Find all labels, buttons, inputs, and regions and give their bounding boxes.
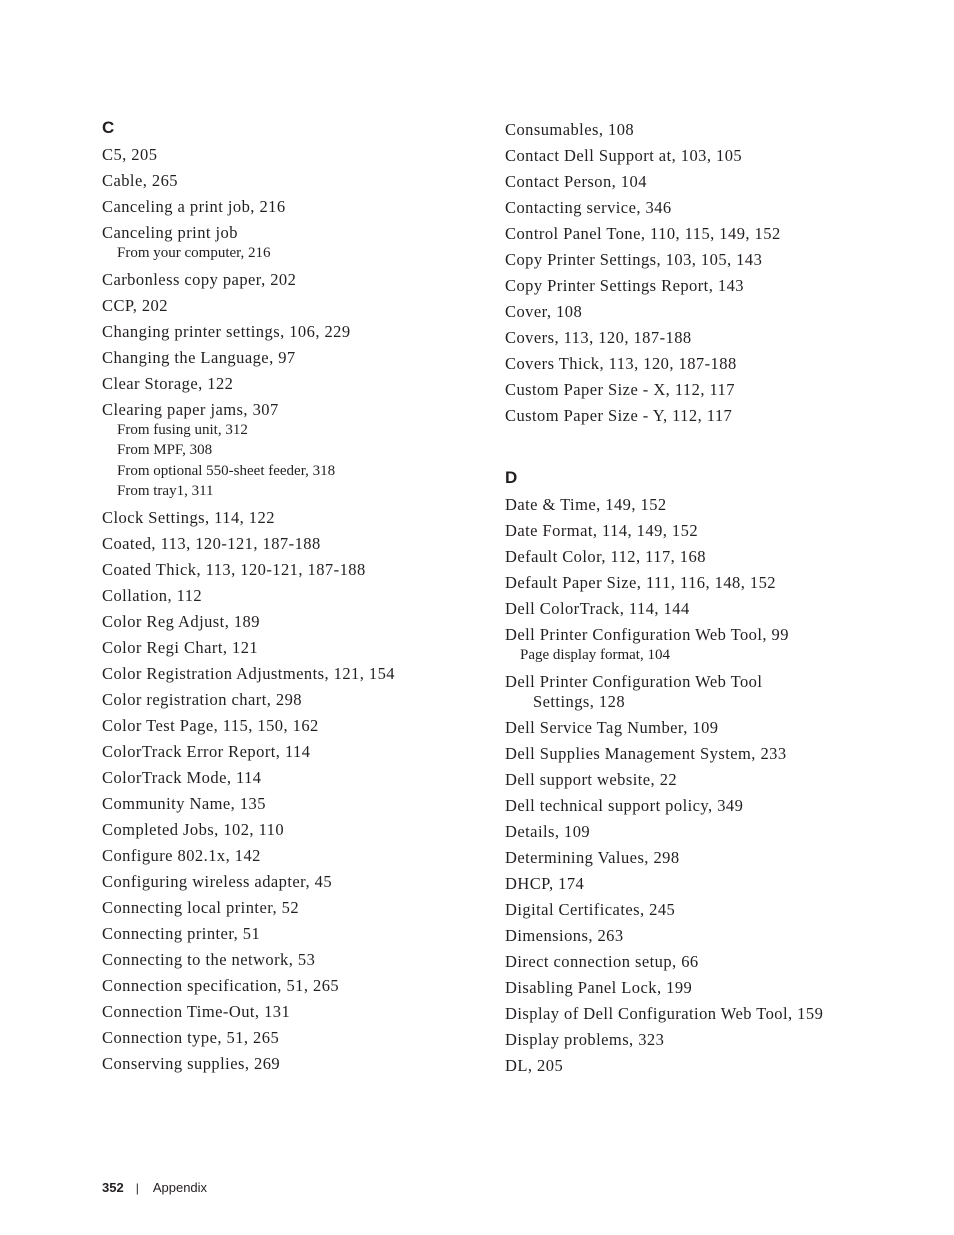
index-entry-text: Details, 109	[505, 821, 591, 841]
index-entry-text: Community Name, 135	[102, 793, 266, 813]
index-entry	[505, 819, 925, 845]
index-entry-text: Custom Paper Size - Y, 112, 117	[505, 406, 733, 425]
right-column	[505, 117, 925, 1079]
index-entry	[505, 1053, 925, 1079]
index-entry-text: Covers, 113, 120, 187-188	[505, 328, 692, 347]
index-entry	[102, 505, 482, 531]
index-entry-text: Carbonless copy paper, 202	[102, 269, 297, 289]
index-entry	[102, 371, 482, 397]
section-heading-d: D	[505, 468, 518, 487]
index-entry-text: Configure 802.1x, 142	[102, 845, 261, 865]
index-subentry: Page display format, 104	[520, 647, 670, 663]
index-subentry: From your computer, 216	[117, 245, 271, 261]
index-entry-text: Color Test Page, 115, 150, 162	[102, 715, 319, 735]
index-entry	[102, 319, 482, 345]
index-entry	[505, 169, 925, 195]
index-entry-text: Dell ColorTrack, 114, 144	[505, 599, 690, 618]
index-entry	[505, 117, 925, 143]
index-entry-text: Custom Paper Size - X, 112, 117	[505, 380, 735, 399]
index-entry-text: Connection type, 51, 265	[102, 1027, 280, 1047]
index-entry-text: Canceling print job	[102, 223, 238, 242]
index-entry	[102, 635, 482, 661]
index-entry	[102, 973, 482, 999]
index-entry	[102, 817, 482, 843]
index-entry	[102, 531, 482, 557]
index-entry-text: Determining Values, 298	[505, 847, 680, 867]
index-entry-text: Cable, 265	[102, 171, 178, 190]
footer-section-title: Appendix	[152, 1180, 208, 1195]
index-entry	[102, 869, 482, 895]
index-entry	[102, 345, 482, 371]
index-entry	[505, 1001, 925, 1027]
index-entry	[505, 741, 925, 767]
index-entry-text: CCP, 202	[102, 295, 168, 315]
index-entry-text: Copy Printer Settings Report, 143	[505, 276, 744, 295]
index-entry-text: Dell Printer Configuration Web Tool	[505, 671, 763, 691]
index-entry	[102, 220, 482, 267]
index-entry	[102, 999, 482, 1025]
index-entry-text: Direct connection setup, 66	[505, 951, 699, 971]
index-list-c-continued	[505, 117, 925, 429]
index-entry-text: Display of Dell Configuration Web Tool, 159	[505, 1003, 824, 1023]
index-entry-text: Connecting to the network, 53	[102, 949, 316, 969]
index-entry-text: Digital Certificates, 245	[505, 899, 676, 919]
index-entry-text: Clock Settings, 114, 122	[102, 507, 275, 527]
index-entry	[505, 544, 925, 570]
index-entry-text: Changing printer settings, 106, 229	[102, 321, 351, 341]
index-subentry: From tray1, 311	[117, 483, 214, 499]
index-entry	[505, 299, 925, 325]
index-entry-text: Completed Jobs, 102, 110	[102, 819, 285, 839]
index-entry-text: Clear Storage, 122	[102, 373, 234, 393]
index-entry-text: Connecting local printer, 52	[102, 897, 300, 917]
index-entry	[505, 622, 925, 669]
index-entry	[102, 661, 482, 687]
index-entry	[505, 845, 925, 871]
index-entry-text: Date & Time, 149, 152	[505, 495, 667, 514]
index-entry-text: Color registration chart, 298	[102, 689, 303, 709]
index-entry	[102, 739, 482, 765]
index-entry	[505, 518, 925, 544]
index-entry	[102, 921, 482, 947]
section-heading-c: C	[102, 118, 115, 137]
index-entry	[505, 195, 925, 221]
index-entry-text: Consumables, 108	[505, 120, 635, 139]
section-gap	[505, 429, 925, 464]
index-entry-text: Color Regi Chart, 121	[102, 637, 259, 657]
index-entry	[505, 492, 925, 518]
index-entry-text: Default Paper Size, 111, 116, 148, 152	[505, 573, 776, 592]
index-entry-text: Disabling Panel Lock, 199	[505, 977, 693, 997]
index-entry	[505, 273, 925, 299]
index-entry-continuation: Settings, 128	[533, 691, 626, 711]
index-entry	[505, 1027, 925, 1053]
index-entry	[505, 949, 925, 975]
index-subentry: From fusing unit, 312	[117, 421, 248, 438]
index-entry-text: Color Registration Adjustments, 121, 154	[102, 663, 395, 683]
index-entry-text: Date Format, 114, 149, 152	[505, 521, 699, 540]
index-entry-text: Cover, 108	[505, 302, 583, 321]
index-entry-text: Connecting printer, 51	[102, 923, 261, 943]
index-entry-text: Clearing paper jams, 307	[102, 399, 279, 419]
index-entry	[505, 669, 925, 715]
index-entry	[102, 194, 482, 220]
index-entry-text: Coated, 113, 120-121, 187-188	[102, 533, 321, 553]
index-entry	[505, 325, 925, 351]
index-entry	[102, 791, 482, 817]
index-entry	[102, 609, 482, 635]
index-entry-text: Dell Service Tag Number, 109	[505, 717, 719, 737]
index-entry-text: Conserving supplies, 269	[102, 1053, 281, 1073]
index-entry	[505, 923, 925, 949]
index-entry	[505, 897, 925, 923]
index-entry-text: Color Reg Adjust, 189	[102, 611, 260, 631]
index-entry	[102, 1025, 482, 1051]
index-entry-text: DHCP, 174	[505, 873, 585, 893]
index-entry	[102, 1051, 482, 1077]
index-entry-text: Coated Thick, 113, 120-121, 187-188	[102, 559, 366, 579]
index-entry	[102, 947, 482, 973]
index-entry-text: Control Panel Tone, 110, 115, 149, 152	[505, 224, 781, 243]
index-entry	[102, 397, 482, 505]
index-entry-text: Connection specification, 51, 265	[102, 975, 340, 995]
index-entry-text: Dell Printer Configuration Web Tool, 99	[505, 625, 789, 644]
index-entry-text: Dell support website, 22	[505, 769, 678, 789]
index-entry-text: Changing the Language, 97	[102, 347, 296, 367]
index-entry-text: DL, 205	[505, 1055, 564, 1075]
index-entry-text: Display problems, 323	[505, 1029, 665, 1049]
index-entry-text: Connection Time-Out, 131	[102, 1001, 291, 1021]
index-entry-text: Dell Supplies Management System, 233	[505, 743, 787, 763]
index-entry-text: Contacting service, 346	[505, 198, 672, 217]
index-entry-text: ColorTrack Mode, 114	[102, 767, 262, 787]
index-list-d	[505, 492, 925, 1079]
index-entry	[102, 687, 482, 713]
index-entry	[505, 871, 925, 897]
index-entry-text: Canceling a print job, 216	[102, 197, 286, 216]
index-entry	[505, 715, 925, 741]
index-list-c	[102, 142, 482, 1077]
index-entry	[102, 765, 482, 791]
index-entry	[102, 293, 482, 319]
index-entry	[505, 143, 925, 169]
page-footer	[102, 1180, 207, 1195]
index-entry	[102, 142, 482, 168]
index-entry	[505, 975, 925, 1001]
index-entry	[505, 793, 925, 819]
index-entry	[505, 221, 925, 247]
index-entry-text: Dimensions, 263	[505, 925, 624, 945]
index-entry-text: Configuring wireless adapter, 45	[102, 871, 333, 891]
index-entry	[102, 843, 482, 869]
index-entry	[505, 403, 925, 429]
index-entry	[102, 713, 482, 739]
page-number: 352	[102, 1180, 124, 1195]
index-entry-text: Covers Thick, 113, 120, 187-188	[505, 354, 737, 373]
left-column	[102, 114, 482, 1077]
index-entry	[505, 351, 925, 377]
index-entry	[505, 377, 925, 403]
index-entry-text: Copy Printer Settings, 103, 105, 143	[505, 250, 763, 269]
index-entry-text: Dell technical support policy, 349	[505, 795, 744, 815]
index-entry-text: Contact Person, 104	[505, 172, 647, 191]
index-entry	[505, 767, 925, 793]
index-entry	[102, 557, 482, 583]
index-entry-text: Default Color, 112, 117, 168	[505, 547, 706, 566]
index-entry-text: Collation, 112	[102, 585, 203, 605]
index-entry	[102, 267, 482, 293]
index-subentry: From MPF, 308	[117, 442, 213, 458]
index-entry-text: Contact Dell Support at, 103, 105	[505, 146, 743, 165]
index-entry	[102, 583, 482, 609]
index-entry-text: ColorTrack Error Report, 114	[102, 741, 311, 761]
index-subentry: From optional 550-sheet feeder, 318	[117, 462, 336, 479]
index-entry-text: C5, 205	[102, 145, 158, 164]
index-entry	[505, 247, 925, 273]
index-entry	[505, 596, 925, 622]
index-entry	[102, 895, 482, 921]
footer-separator: |	[135, 1180, 139, 1195]
index-entry	[102, 168, 482, 194]
index-entry	[505, 570, 925, 596]
